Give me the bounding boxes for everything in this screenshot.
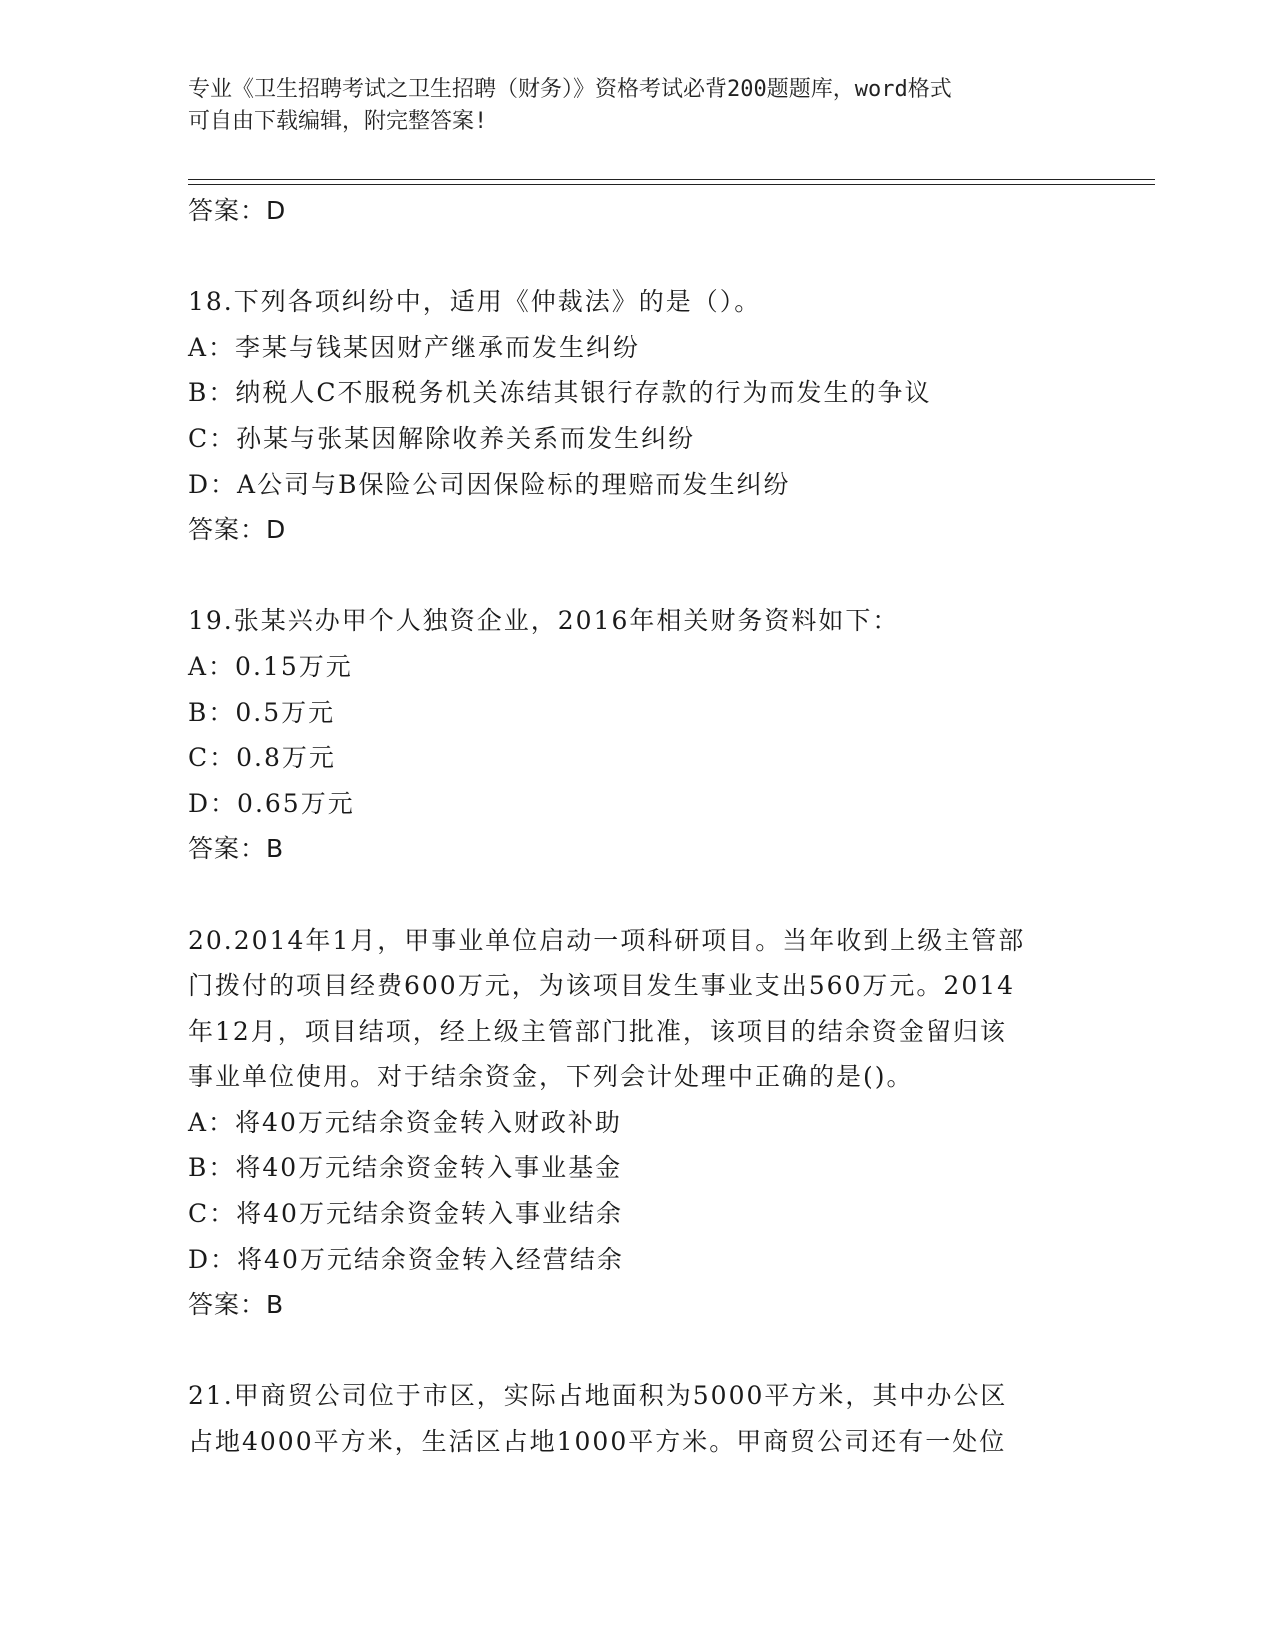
- question-list: [188, 188, 1088, 1465]
- answer-option: C：0.8万元: [188, 743, 336, 773]
- question-stem-line: 占地4000平方米，生活区占地1000平方米。甲商贸公司还有一处位: [188, 1427, 1007, 1457]
- question-stem-line: 事业单位使用。对于结余资金，下列会计处理中正确的是()。: [188, 1062, 914, 1092]
- question-stem-line: 门拨付的项目经费600万元，为该项目发生事业支出560万元。2014: [188, 971, 1016, 1001]
- previous-answer: 答案：D: [188, 196, 287, 225]
- question-stem-line: 18.下列各项纠纷中，适用《仲裁法》的是（）。: [188, 287, 762, 317]
- answer-option: D：0.65万元: [188, 788, 355, 818]
- question-spacer: [188, 234, 1088, 280]
- answer-option: B：将40万元结余资金转入事业基金: [188, 1153, 623, 1183]
- question-block: [188, 1373, 1088, 1464]
- answer-option: A：李某与钱某因财产继承而发生纠纷: [188, 332, 641, 362]
- answer-option: D：将40万元结余资金转入经营结余: [188, 1244, 624, 1274]
- header-title-line-2: 可自由下载编辑，附完整答案!: [188, 109, 488, 134]
- question-stem-line: 21.甲商贸公司位于市区，实际占地面积为5000平方米，其中办公区: [188, 1381, 1008, 1411]
- question-stem-line: 19.张某兴办甲个人独资企业，2016年相关财务资料如下：: [188, 606, 900, 636]
- question-answer: 答案：D: [188, 515, 287, 545]
- question-answer: 答案：B: [188, 1290, 285, 1320]
- question-stem-line: 20.2014年1月，甲事业单位启动一项科研项目。当年收到上级主管部: [188, 925, 1026, 955]
- answer-option: D：A公司与B保险公司因保险标的理赔而发生纠纷: [188, 469, 791, 499]
- question-stem-line: 年12月，项目结项，经上级主管部门批准，该项目的结余资金留归该: [188, 1016, 1007, 1046]
- answer-option: B：纳税人C不服税务机关冻结其银行存款的行为而发生的争议: [188, 378, 932, 408]
- header-divider-top: [188, 179, 1155, 180]
- answer-option: A：将40万元结余资金转入财政补助: [188, 1107, 622, 1137]
- answer-option: C：将40万元结余资金转入事业结余: [188, 1199, 623, 1229]
- question-spacer: [188, 872, 1088, 918]
- answer-option: C：孙某与张某因解除收养关系而发生纠纷: [188, 423, 696, 453]
- question-block: [188, 598, 1088, 872]
- header-divider-bottom: [188, 184, 1155, 185]
- question-block: [188, 918, 1088, 1328]
- page-header: [188, 74, 1068, 138]
- answer-option: A：0.15万元: [188, 651, 353, 681]
- question-spacer: [188, 553, 1088, 599]
- answer-option: B：0.5万元: [188, 697, 336, 727]
- question-answer: 答案：B: [188, 834, 285, 864]
- question-spacer: [188, 1328, 1088, 1374]
- header-title-line-1: 专业《卫生招聘考试之卫生招聘（财务）》资格考试必背200题题库，word格式: [188, 77, 952, 102]
- question-block: [188, 279, 1088, 553]
